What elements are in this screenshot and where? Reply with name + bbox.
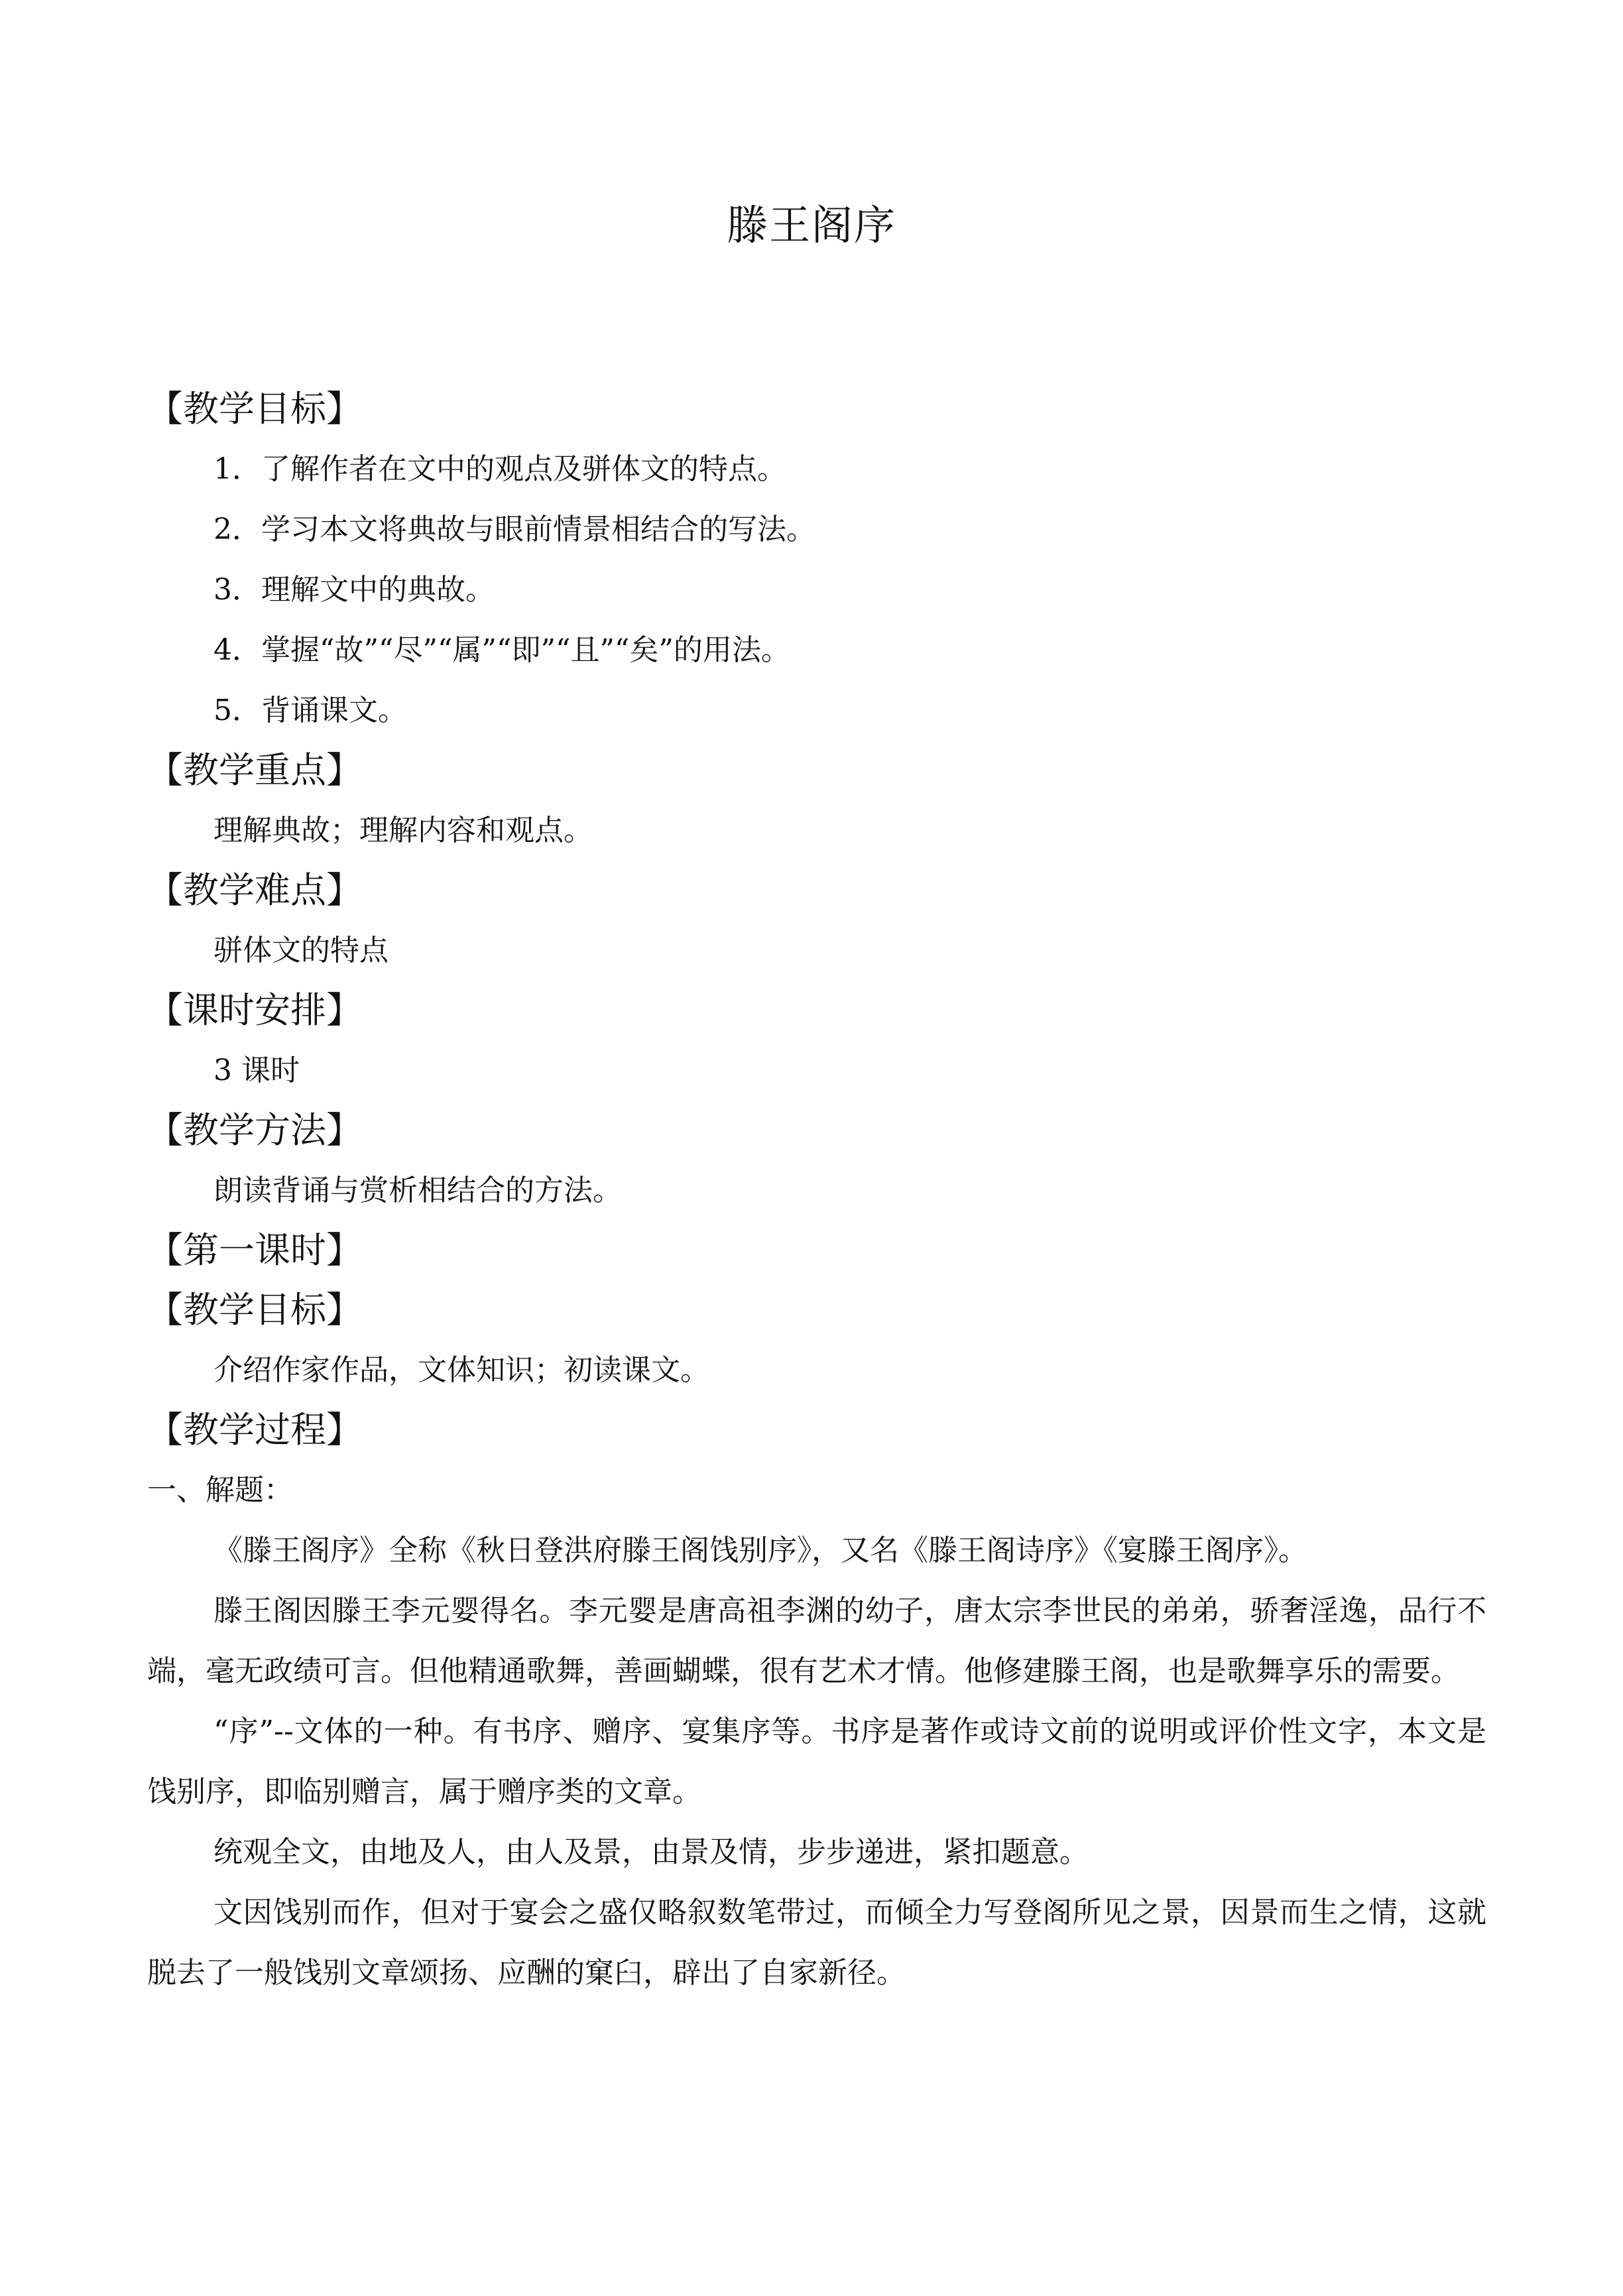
body-paragraph: 统观全文，由地及人，由人及景，由景及情，步步递进，紧扣题意。: [213, 1835, 1089, 1869]
lesson1-goals-text: 介绍作家作品，文体知识；初读课文。: [213, 1353, 709, 1387]
schedule-text: 3 课时: [213, 1054, 300, 1087]
method-text: 朗读背诵与赏析相结合的方法。: [213, 1174, 622, 1207]
section-heading-lesson1-goals: 【教学目标】: [147, 1289, 362, 1331]
body-paragraph: 《滕王阁序》全称《秋日登洪府滕王阁饯别序》，又名《滕王阁诗序》《宴滕王阁序》。: [213, 1534, 1307, 1567]
goal-item: 3．理解文中的典故。: [213, 573, 495, 607]
body-paragraph: 滕王阁因滕王李元婴得名。李元婴是唐高祖李渊的幼子，唐太宗李世民的弟弟，骄奢淫逸，品行不端，毫无政绩可言。但他精通歌舞，善画蝴蝶，很有艺术才情。他修建滕王阁，也是歌舞享乐的需要。: [147, 1594, 1486, 1688]
goal-item: 4．掌握“故”“尽”“属”“即”“且”“矣”的用法。: [213, 633, 790, 667]
section-heading-lesson1: 【第一课时】: [147, 1229, 362, 1271]
section-heading-process: 【教学过程】: [147, 1409, 362, 1451]
goal-item: 2．学习本文将典故与眼前情景相结合的写法。: [213, 513, 815, 546]
difficulty-text: 骈体文的特点: [213, 934, 389, 967]
page-title: 滕王阁序: [726, 201, 896, 249]
goal-item: 1．了解作者在文中的观点及骈体文的特点。: [213, 452, 786, 486]
section-heading-schedule: 【课时安排】: [147, 989, 362, 1031]
key-text: 理解典故；理解内容和观点。: [213, 814, 593, 847]
section-heading-key: 【教学重点】: [147, 749, 362, 791]
section-heading-difficulty: 【教学难点】: [147, 869, 362, 911]
section-heading-method: 【教学方法】: [147, 1109, 362, 1151]
body-paragraph: 文因饯别而作，但对于宴会之盛仅略叙数笔带过，而倾全力写登阁所见之景，因景而生之情，这就脱去了一般饯别文章颂扬、应酬的窠臼，辟出了自家新径。: [147, 1896, 1486, 1990]
document-body: [147, 379, 1486, 2003]
section-heading-goals: 【教学目标】: [147, 388, 362, 430]
goal-item: 5．背诵课文。: [213, 694, 407, 727]
process-subheading: 一、解题：: [147, 1473, 293, 1507]
body-paragraph: “序”--文体的一种。有书序、赠序、宴集序等。书序是著作或诗文前的说明或评价性文字，本文是饯别序，即临别赠言，属于赠序类的文章。: [147, 1715, 1486, 1809]
